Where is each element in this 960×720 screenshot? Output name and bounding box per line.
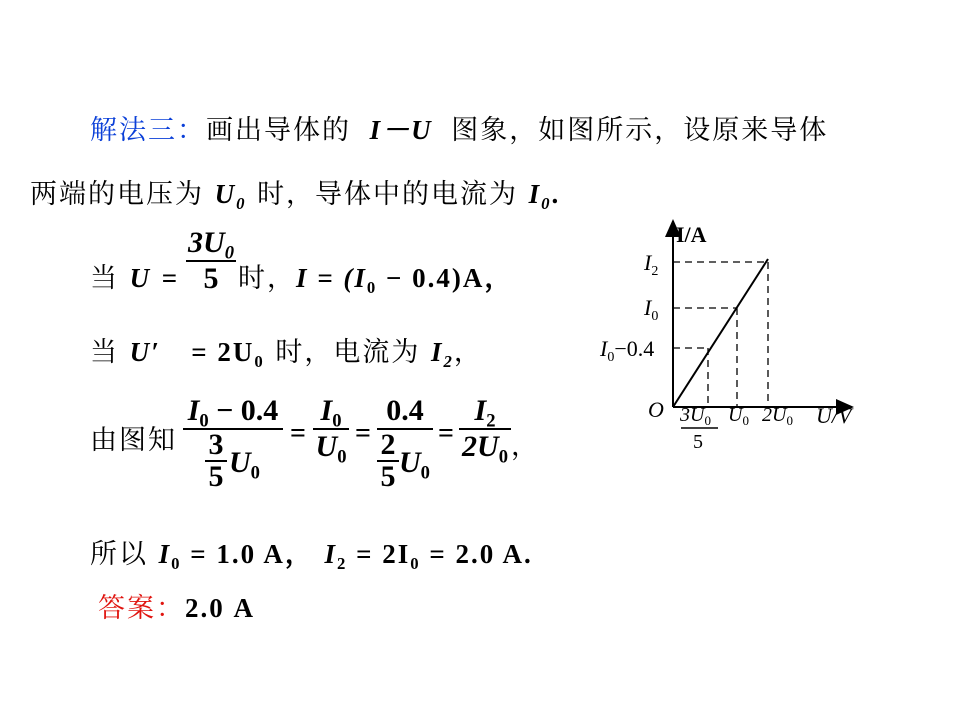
- step1-u: U: [129, 263, 152, 293]
- step2-uprime: U′: [129, 337, 161, 367]
- step4-i0-value: $I_0 = 1.0$ A，: [158, 539, 314, 573]
- intro-text-1: 画出导体的: [206, 115, 351, 146]
- intro-line-1: [90, 108, 828, 147]
- step1-prefix: 当: [90, 263, 119, 294]
- step3-fraction-3: 0.4 2 5 $U_0$: [377, 394, 433, 494]
- step2-line: 当 $U' = 2U_0$ 时，电流为 $I_2$，: [90, 337, 483, 371]
- x-tick-3u0: $3U_0$: [680, 404, 711, 428]
- intro-text-2: 图象，如图所示，设原来导体: [451, 115, 829, 146]
- answer-label: 答案：: [98, 593, 185, 624]
- intro-text-3: 两端的电压为: [30, 179, 204, 210]
- iu-graph: [590, 215, 890, 455]
- y-tick-i0: $I_0$: [644, 295, 659, 324]
- answer-line: [98, 586, 255, 625]
- step3-prefix: 由图知: [90, 425, 177, 456]
- step4-i2-value: $I_2 = 2I_0 = 2.0$ A.: [324, 539, 533, 573]
- y-tick-i0-minus: $I_0-0.4$: [600, 336, 655, 365]
- step3-eq-3: =: [438, 418, 454, 449]
- iu-symbol: I－U: [369, 115, 433, 145]
- step4-prefix: 所以: [90, 539, 148, 570]
- step2-suffix: 时，电流为: [275, 337, 421, 368]
- step1-eq: =: [161, 263, 180, 293]
- step1-rest: [238, 256, 513, 295]
- step2-i2: $I_2$: [430, 337, 454, 371]
- step3-fraction-1: $I_0 - 0.4$ 3 5 $U_0$: [183, 394, 283, 494]
- step1-suffix: 时，: [238, 263, 296, 294]
- intro-line-2: 两端的电压为 $U_0$ 时，导体中的电流为 $I_0$.: [30, 179, 561, 213]
- x-tick-u0: $U_0$: [728, 404, 749, 428]
- i0-symbol: $I_0$: [528, 179, 552, 213]
- step3-fraction-4: $I_2$ $2U_0$: [459, 394, 511, 464]
- answer-value: 2.0 A: [185, 593, 255, 623]
- step2-prefix: 当: [90, 337, 119, 368]
- iu-line: [673, 259, 768, 407]
- x-axis-label: U/V: [816, 403, 852, 428]
- step3-fraction-2: $I_0$ $U_0$: [313, 394, 349, 464]
- step1-line: [90, 256, 179, 295]
- u0-symbol: $U_0$: [214, 179, 247, 213]
- y-axis-label: I/A: [676, 222, 707, 247]
- step3-eq-2: =: [355, 418, 371, 449]
- method-label: 解法三：: [90, 115, 206, 146]
- y-tick-i2: $I_2$: [644, 250, 659, 279]
- step1-fraction: $3U_0$ 5: [186, 226, 236, 296]
- intro-text-4: 时，导体中的电流为: [257, 179, 519, 210]
- origin-label: O: [648, 397, 664, 422]
- x-tick-2u0: $2U_0$: [762, 404, 793, 428]
- step4-line: [90, 532, 533, 571]
- step2-eq: = $2U_0$: [191, 337, 265, 371]
- step3-end: ，: [511, 431, 540, 462]
- x-tick-3u0-den: 5: [693, 431, 703, 453]
- step1-current: $I = (I_0 - 0.4)A$，: [296, 263, 514, 297]
- step3-eq-1: =: [290, 418, 306, 449]
